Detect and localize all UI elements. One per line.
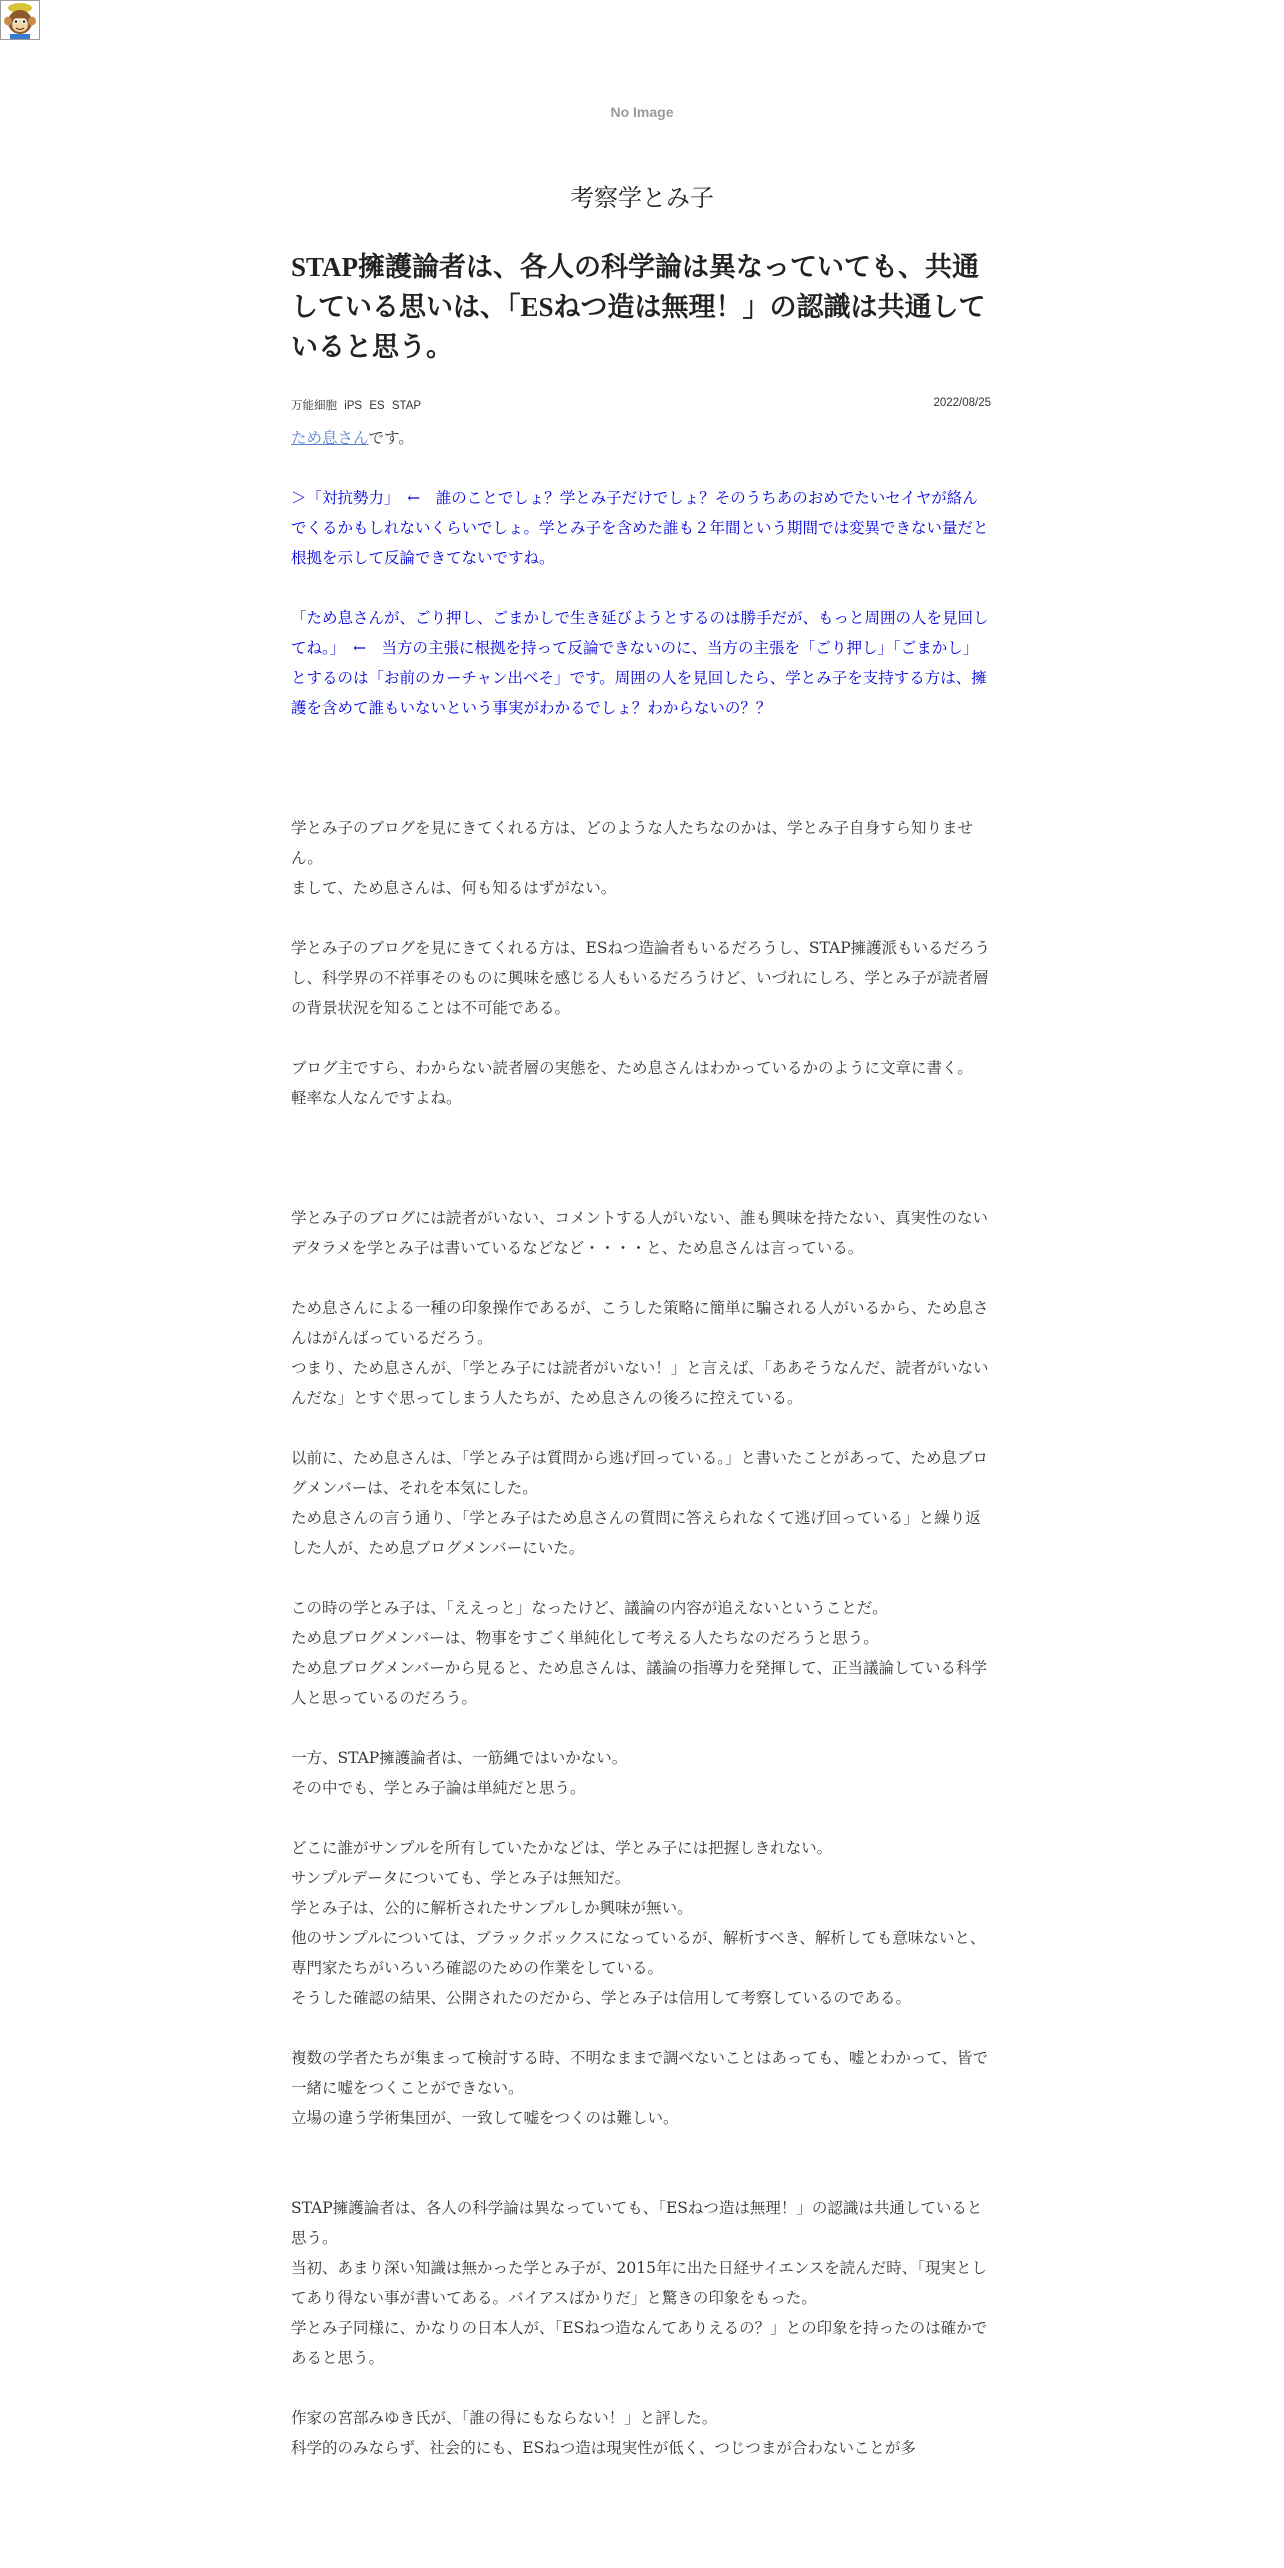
- tag-link[interactable]: 万能細胞: [291, 400, 337, 412]
- body-paragraph: 学とみ子のブログを見にきてくれる方は、どのような人たちなのかは、学とみ子自身すら知りません。 まして、ため息さんは、何も知るはずがない。: [291, 819, 974, 897]
- article-meta: [291, 397, 991, 413]
- body-paragraph: 一方、STAP擁護論者は、一筋縄ではいかない。 その中でも、学とみ子論は単純だと思う。: [291, 1749, 628, 1797]
- body-paragraph: 学とみ子のブログを見にきてくれる方は、ESねつ造論者もいるだろうし、STAP擁護派もいるだろうし、科学界の不祥事そのものに興味を感じる人もいるだろうけど、いづれにしろ、学とみ子が読者層の背景状況を知ることは不可能である。: [291, 939, 991, 1017]
- tag-link[interactable]: iPS: [344, 400, 363, 412]
- body-paragraph: 学とみ子のブログには読者がいない、コメントする人がいない、誰も興味を持たない、真実性のないデタラメを学とみ子は書いているなどなど・・・・と、ため息さんは言っている。: [291, 1209, 989, 1257]
- body-paragraph: STAP擁護論者は、各人の科学論は異なっていても、「ESねつ造は無理！」の認識は共通していると思う。 当初、あまり深い知識は無かった学とみ子が、2015年に出た日経サイエンスを読んだ時、「現実としてあり得ない事が書いてある。バイアスばかりだ」と驚きの印象をもった。 学とみ子同様に、かなりの日本人が、「ESねつ造なんてありえるの？」との印象を持ったのは確かであると思う。: [291, 2199, 988, 2367]
- avatar[interactable]: [0, 0, 40, 40]
- quoted-paragraph: 「ため息さんが、ごり押し、ごまかしで生き延びようとするのは勝手だが、もっと周囲の人を見回してね。」 ← 当方の主張に根拠を持って反論できないのに、当方の主張を「ごり押し」「ごまかし」とするのは「お前のカーチャン出べそ」です。周囲の人を見回したら、学とみ子を支持する方は、擁護を含めて誰もいないという事実がわかるでしょ？わからないの？？: [291, 609, 989, 717]
- author-link[interactable]: ため息さん: [291, 429, 369, 447]
- body-paragraph: どこに誰がサンプルを所有していたかなどは、学とみ子には把握しきれない。 サンプルデータについても、学とみ子は無知だ。 学とみ子は、公的に解析されたサンプルしか興味が無い。 他のサンプルについては、ブラックボックスになっているが、解析すべき、解析しても意味ないと、専門家たちがいろいろ確認のための作業をしている。 そうした確認の結果、公開されたのだから、学とみ子は信用して考察しているのである。: [291, 1839, 986, 2007]
- tag-link[interactable]: ES: [369, 400, 385, 412]
- article-title: STAP擁護論者は、各人の科学論は異なっていても、共通している思いは、「ESねつ造は無理！」の認識は共通していると思う。: [291, 252, 986, 362]
- body-paragraph: 以前に、ため息さんは、「学とみ子は質問から逃げ回っている。」と書いたことがあって、ため息ブログメンバーは、それを本気にした。 ため息さんの言う通り、「学とみ子はため息さんの質問に答えられなくて逃げ回っている」と繰り返した人が、ため息ブログメンバーにいた。: [291, 1449, 989, 1557]
- no-image-placeholder: No Image: [610, 104, 674, 120]
- tag-link[interactable]: STAP: [391, 400, 422, 412]
- intro-text: です。: [368, 429, 414, 447]
- post-date: 2022/08/25: [933, 397, 991, 409]
- quoted-paragraph: ＞「対抗勢力」 ← 誰のことでしょ？学とみ子だけでしょ？そのうちあのおめでたいセイヤが絡んでくるかもしれないくらいでしょ。学とみ子を含めた誰も２年間という期間では変異できない量だと根拠を示して反論できてないですね。: [291, 489, 989, 567]
- blog-title[interactable]: 考察学とみ子: [570, 184, 714, 212]
- article-body: [291, 423, 991, 2463]
- body-paragraph: ため息さんによる一種の印象操作であるが、こうした策略に簡単に騙される人がいるから、ため息さんはがんばっているだろう。 つまり、ため息さんが、「学とみ子には読者がいない！」と言えば、「ああそうなんだ、読者がいないんだな」とすぐ思ってしまう人たちが、ため息さんの後ろに控えている。: [291, 1299, 989, 1407]
- tag-list: [291, 400, 425, 412]
- body-paragraph: 複数の学者たちが集まって検討する時、不明なままで調べないことはあっても、嘘とわかって、皆で一緒に嘘をつくことができない。 立場の違う学術集団が、一致して嘘をつくのは難しい。: [291, 2049, 989, 2127]
- body-paragraph: この時の学とみ子は、「ええっと」なったけど、議論の内容が追えないということだ。 ため息ブログメンバーは、物事をすごく単純化して考える人たちなのだろうと思う。 ため息ブログメンバーから見ると、ため息さんは、議論の指導力を発揮して、正当議論している科学人と思っているのだろう。: [291, 1599, 987, 1707]
- monkey-face-icon: [1, 1, 39, 39]
- body-paragraph: ブログ主ですら、わからない読者層の実態を、ため息さんはわかっているかのように文章に書く。 軽率な人なんですよね。: [291, 1059, 973, 1107]
- intro-paragraph: [291, 423, 991, 453]
- body-paragraph: 作家の宮部みゆき氏が、「誰の得にもならない！」と評した。 科学的のみならず、社会的にも、ESねつ造は現実性が低く、つじつまが合わないことが多: [291, 2409, 916, 2457]
